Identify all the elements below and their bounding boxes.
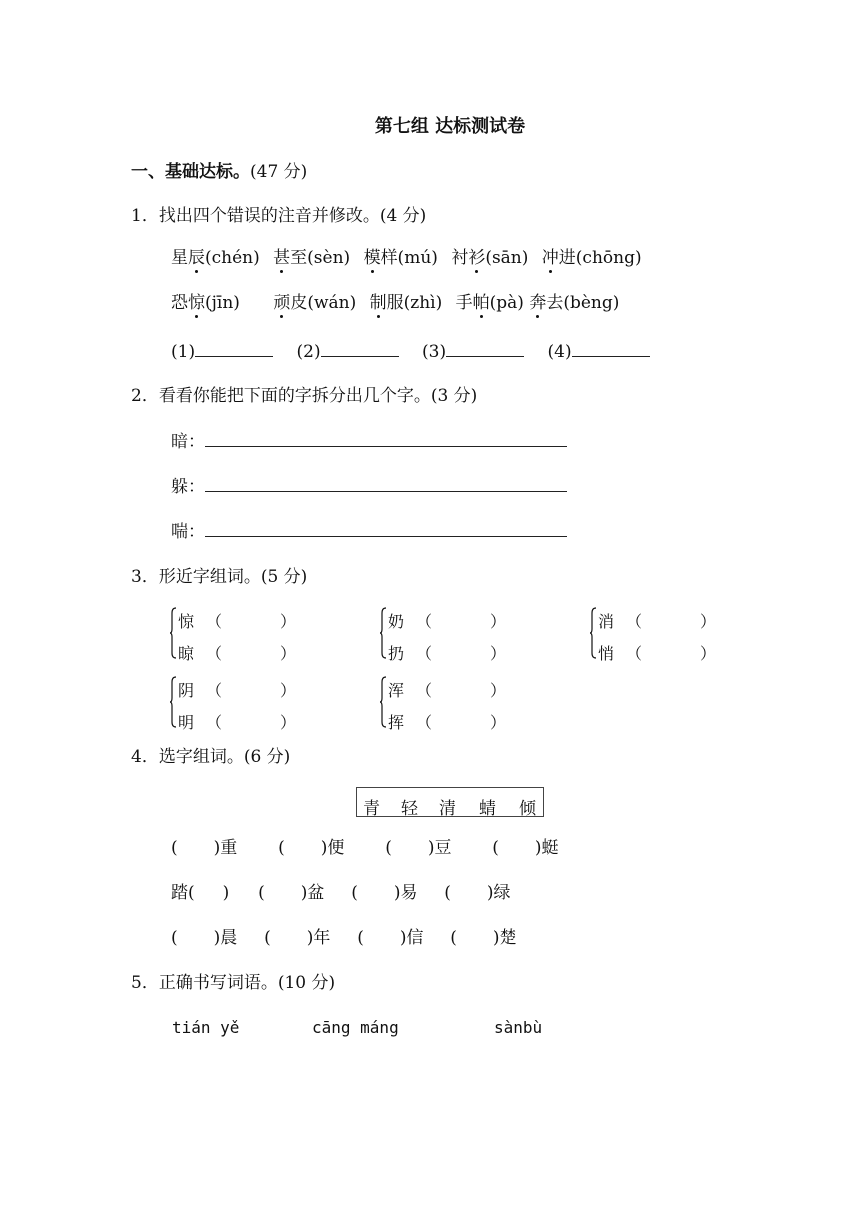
group-char: 惊 (178, 612, 195, 631)
fill-row-3: ( )晨 ( )年 ( )信 ( )楚 (171, 928, 517, 948)
question-3 (131, 569, 307, 586)
word-item: 衬衫(sān) (451, 248, 529, 268)
group-char: 悄 (598, 644, 615, 663)
group-char: 消 (598, 612, 615, 631)
brace-icon (380, 607, 386, 659)
answer-blank-1[interactable]: (1) (171, 342, 273, 362)
answer-blank-3[interactable]: (3) (422, 342, 524, 362)
section-label: 一、基础达标。 (131, 162, 250, 182)
word-item: 奔去(bèng) (529, 293, 620, 313)
group-char: 阴 (178, 681, 195, 700)
question-5 (131, 975, 335, 992)
word-item: 制服(zhì) (369, 293, 443, 313)
question-1 (131, 208, 426, 225)
word-item: 甚至(sèn) (273, 248, 351, 268)
group-char: 明 (178, 713, 195, 732)
question-number: 5． (131, 973, 159, 993)
pinyin-row-2 (171, 295, 619, 312)
word-item: 星辰(chén) (171, 248, 260, 268)
answer-blank-4[interactable]: (4) (548, 342, 650, 362)
split-item-1[interactable]: 暗： (171, 434, 567, 451)
pinyin-word-3: sànbù (494, 1018, 543, 1037)
brace-icon (380, 676, 386, 728)
group-char: 晾 (178, 644, 195, 663)
answer-row (171, 344, 650, 361)
section-heading (131, 164, 307, 181)
question-text: 找出四个错误的注音并修改。(4 分) (158, 206, 427, 226)
question-2 (131, 388, 477, 405)
group-char: 扔 (388, 644, 405, 663)
choice-char: 倾 (519, 799, 536, 819)
section-score: (47 分) (250, 162, 308, 182)
choice-char: 蜻 (479, 799, 496, 819)
word-item: 模样(mú) (363, 248, 438, 268)
split-item-2[interactable]: 躲： (171, 479, 567, 496)
choice-box (356, 787, 544, 817)
answer-blank-2[interactable]: (2) (297, 342, 399, 362)
question-number: 1． (131, 206, 159, 226)
brace-icon (170, 676, 176, 728)
question-text: 形近字组词。(5 分) (158, 567, 308, 587)
pinyin-word-2: cāng máng (312, 1018, 399, 1037)
choice-char: 青 (363, 799, 380, 819)
group-char: 奶 (388, 612, 405, 631)
split-item-3[interactable]: 喘： (171, 524, 567, 541)
word-item: 顽皮(wán) (273, 293, 357, 313)
word-item: 手帕(pà) (455, 293, 524, 313)
pinyin-word-1: tián yě (172, 1018, 240, 1037)
choice-char: 轻 (401, 799, 418, 819)
question-text: 正确书写词语。(10 分) (158, 973, 336, 993)
choice-char: 清 (439, 799, 456, 819)
brace-icon (170, 607, 176, 659)
group-char: 挥 (388, 713, 405, 732)
question-4 (131, 749, 290, 766)
group-char: 浑 (388, 681, 405, 700)
fill-row-1: ( )重 ( )便 ( )豆 ( )蜓 (171, 838, 559, 858)
word-item: 恐惊(jīn) (171, 293, 240, 313)
question-number: 3． (131, 567, 159, 587)
page-title: 第七组 达标测试卷 (374, 116, 526, 137)
question-number: 2． (131, 386, 159, 406)
question-number: 4． (131, 747, 159, 767)
brace-icon (590, 607, 596, 659)
pinyin-row-1 (171, 250, 642, 267)
question-text: 选字组词。(6 分) (158, 747, 291, 767)
question-text: 看看你能把下面的字拆分出几个字。(3 分) (158, 386, 478, 406)
fill-row-2: 踏( ) ( )盆 ( )易 ( )绿 (171, 883, 511, 903)
word-item: 冲进(chōng) (541, 248, 642, 268)
